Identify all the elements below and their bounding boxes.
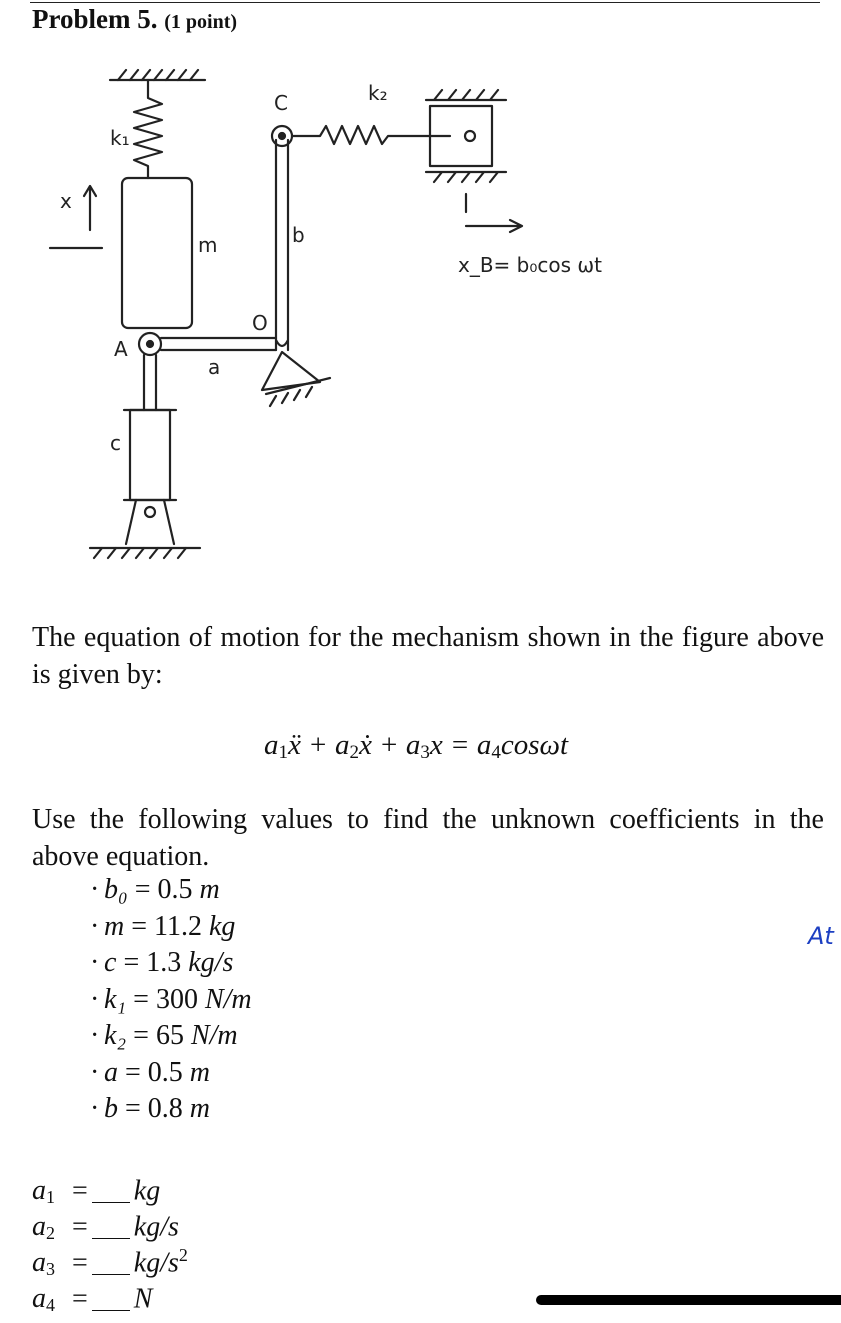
label-a-point: A	[114, 337, 128, 361]
answer-row-a1: $a_1$ = kg	[32, 1175, 161, 1208]
x-arrow	[84, 186, 96, 230]
answer-row-a2: $a_2 = kg/s$	[32, 1211, 179, 1244]
intro-paragraph: The equation of motion for the mechanism shown in the figure above is given by:	[32, 622, 824, 690]
value-row: · c = 1.3 kg/s	[90, 947, 234, 978]
spring-k2	[292, 126, 450, 144]
problem-title	[32, 4, 237, 35]
mechanism-figure	[30, 60, 690, 580]
label-m: m	[198, 233, 218, 257]
bar-a	[161, 338, 276, 350]
input-arrow	[466, 194, 522, 232]
value-row: · m = 11.2 kg	[90, 910, 236, 942]
ground-hatch-top-left	[110, 70, 205, 80]
damper-rod	[144, 355, 156, 410]
label-k1: k₁	[110, 126, 130, 150]
ground-hatch-bottom	[94, 548, 186, 558]
instruction-paragraph: Use the following values to find the unknown coefficients in the above equation.	[32, 804, 824, 872]
answer-row-a3: $a_3 = kg/s^2$	[32, 1245, 188, 1280]
points-label: (1 point)	[164, 11, 238, 33]
answer-blank-a4[interactable]	[92, 1290, 130, 1311]
home-indicator-bar	[536, 1295, 841, 1305]
value-row: · a = 0.5 m	[90, 1056, 211, 1088]
bar-b	[276, 140, 288, 350]
value-row: · k₁ = 300 N/m	[90, 983, 252, 1015]
spring-k1	[134, 80, 162, 178]
label-c-damper: c	[110, 431, 121, 455]
mass-block	[122, 178, 192, 328]
answer-row-a4: $a_4 = N$	[32, 1283, 153, 1316]
label-x: x	[60, 189, 72, 213]
label-a-length: a	[208, 355, 221, 379]
answers-block	[32, 1165, 188, 1316]
pivot-support	[262, 352, 320, 390]
label-b: b	[292, 223, 305, 247]
damper-cylinder	[130, 410, 170, 500]
top-rule	[30, 2, 820, 3]
label-k2: k₂	[368, 81, 388, 105]
value-row: · b = 0.8 m	[90, 1093, 211, 1124]
value-row: · b₀ = 0.5 m	[90, 874, 220, 905]
given-values-list	[90, 872, 252, 1128]
equation-of-motion: $a_1ẍ$ + $a_2ẋ + a_3x = a_4\cos\omega t$	[264, 729, 569, 763]
label-o: O	[252, 311, 268, 335]
title-text: Problem 5.	[32, 4, 158, 34]
label-input: x_B= b₀cos ωt	[458, 253, 602, 277]
value-row: · k₂ = 65 N/m	[90, 1020, 238, 1051]
label-c-top: C	[274, 91, 288, 115]
annotation-mark: At	[808, 922, 834, 950]
